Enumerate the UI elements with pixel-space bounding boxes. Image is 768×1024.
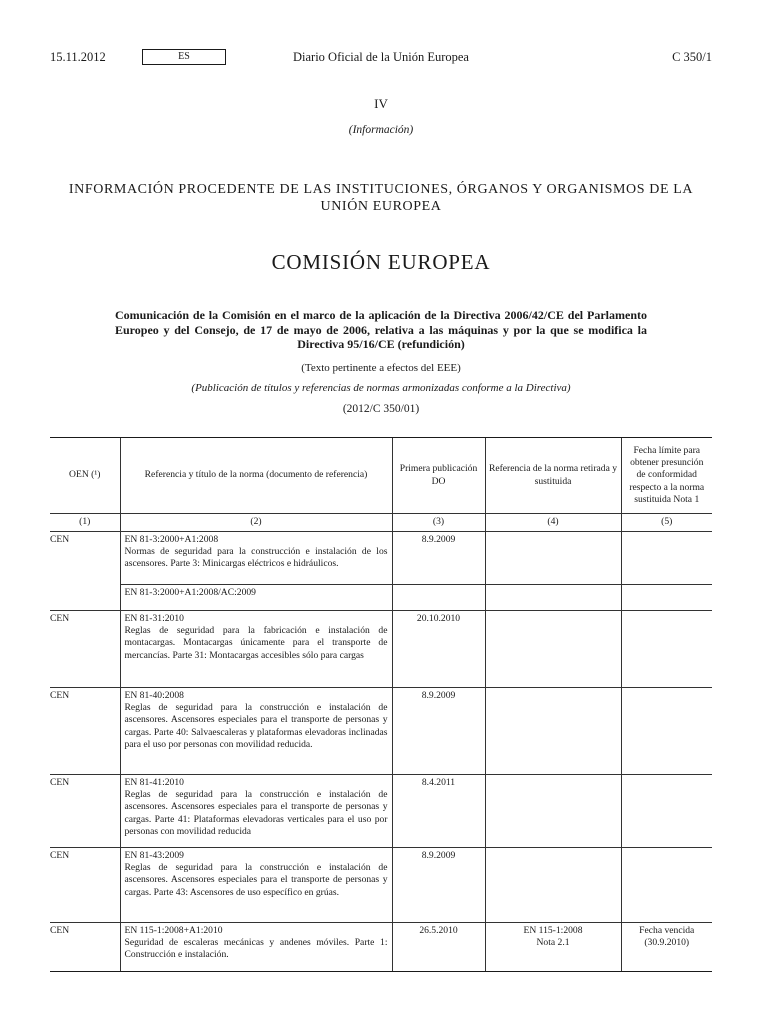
deadline-cell [621,848,712,923]
table-row [50,923,712,972]
language-badge: ES [142,49,226,65]
column-number: (2) [120,514,392,532]
oen-cell: CEN [50,532,120,585]
deadline-cell [621,688,712,775]
first-publication-cell: 8.9.2009 [392,848,485,923]
replaced-standard-cell [485,532,621,585]
oen-cell: CEN [50,611,120,688]
standard-cell [120,848,392,923]
column-number: (5) [621,514,712,532]
first-publication-cell: 8.4.2011 [392,775,485,848]
publication-note: (Publicación de títulos y referencias de normas armonizadas conforme a la Directiva) [191,382,571,394]
eee-note: (Texto pertinente a efectos del EEE) [301,362,461,374]
standard-cell [120,532,392,585]
standard-title: Reglas de seguridad para la construcción e instalación de ascensores. Ascensores especiales para el transporte de personas y cargas. Parte 40: Salvaescaleras y plataformas elevadoras inclinadas para el uso por personas con movilidad reducida. [124,702,388,750]
journal-title: Diario Oficial de la Unión Europea [293,50,469,64]
standard-reference: EN 81-43:2009 [124,850,184,861]
section-label: (Información) [348,124,414,136]
standard-reference: EN 115-1:2008+A1:2010 [124,925,223,936]
deadline-cell [621,775,712,848]
oen-cell: CEN [50,688,120,775]
replaced-standard: EN 115-1:2008 [523,925,583,936]
deadline-cell [621,923,712,972]
standard-reference: EN 81-31:2010 [124,613,184,624]
standard-title: Normas de seguridad para la construcción e instalación de los ascensores. Parte 3: Minicargas eléctricos e hidráulicos. [124,546,388,570]
amendment-reference: EN 81-3:2000+A1:2008/AC:2009 [120,584,392,611]
deadline-cell [621,532,712,585]
oen-cell: CEN [50,923,120,972]
institutions-heading: INFORMACIÓN PROCEDENTE DE LAS INSTITUCIONES, ÓRGANOS Y ORGANISMOS DE LA UNIÓN EUROPEA [68,182,694,214]
standards-table [50,437,712,972]
replaced-standard-cell [485,775,621,848]
table-row [50,775,712,848]
table-header-row [50,438,712,514]
journal-header [50,50,712,68]
table-column-numbers [50,514,712,532]
standard-cell [120,775,392,848]
header-replaced-standard: Referencia de la norma retirada y sustituida [485,438,621,514]
first-publication-cell: 8.9.2009 [392,688,485,775]
table-row-amendment [50,584,712,611]
first-publication-cell: 8.9.2009 [392,532,485,585]
standard-reference: EN 81-40:2008 [124,690,184,701]
oen-cell: CEN [50,848,120,923]
standard-title: Reglas de seguridad para la construcción e instalación de ascensores. Ascensores especiales para el transporte de personas y cargas. Parte 41: Plataformas elevadoras verticales para el uso por personas con movilidad reducida [124,789,388,837]
header-oen: OEN (¹) [50,438,120,514]
standard-title: Reglas de seguridad para la construcción e instalación de ascensores. Ascensores especiales para el transporte de personas y cargas. Parte 43: Ascensores de uso específico en grúas. [124,862,388,898]
deadline: Fecha vencida [639,925,695,936]
column-number: (4) [485,514,621,532]
header-deadline: Fecha límite para obtener presunción de conformidad respecto a la norma sustituida Nota 1 [621,438,712,514]
replaced-standard-cell [485,688,621,775]
header-reference-title: Referencia y título de la norma (documento de referencia) [120,438,392,514]
replaced-standard-cell [485,923,621,972]
standard-cell [120,923,392,972]
standard-title: Seguridad de escaleras mecánicas y andenes móviles. Parte 1: Construcción e instalación. [124,937,388,961]
standard-title: Reglas de seguridad para la fabricación e instalación de montacargas. Montacargas únicamente para el transporte de mercancías. Parte 31: Montacargas accesibles sólo para cargas [124,625,388,661]
table-row [50,611,712,688]
document-reference: (2012/C 350/01) [342,403,420,415]
table-row [50,532,712,585]
standard-reference: EN 81-3:2000+A1:2008 [124,534,219,545]
standard-reference: EN 81-41:2010 [124,777,184,788]
page-reference: C 350/1 [672,50,712,64]
column-number: (1) [50,514,120,532]
deadline-date: (30.9.2010) [644,937,690,949]
commission-heading: COMISIÓN EUROPEA [271,250,491,274]
first-publication-cell: 26.5.2010 [392,923,485,972]
table-row [50,848,712,923]
communication-title: Comunicación de la Comisión en el marco de la aplicación de la Directiva 2006/42/CE del Parlamento Europeo y del Consejo, de 17 de mayo de 2006, relativa a las máquinas y por la que se modifica la Directiva 95/16/CE (refundición) [115,308,647,351]
oen-cell: CEN [50,775,120,848]
column-number: (3) [392,514,485,532]
section-number: IV [374,96,388,111]
standard-cell [120,611,392,688]
publication-date: 15.11.2012 [50,50,106,64]
table-row [50,688,712,775]
standard-cell [120,688,392,775]
deadline-cell [621,611,712,688]
replaced-standard-cell [485,611,621,688]
replaced-standard-cell [485,848,621,923]
replaced-note: Nota 2.1 [536,937,570,949]
header-first-publication: Primera publicación DO [392,438,485,514]
first-publication-cell: 20.10.2010 [392,611,485,688]
